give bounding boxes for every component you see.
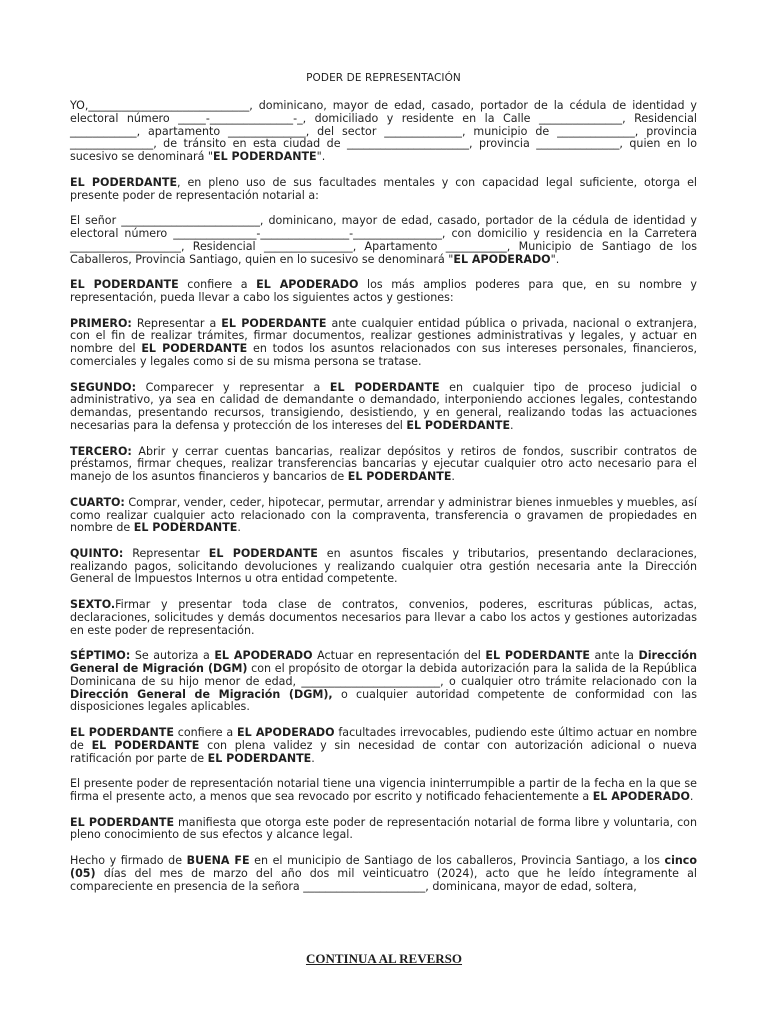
text-run: , en pleno uso de sus facultades mentales y con capacidad legal suficiente, otorga el presente poder de representación notarial a: — [70, 175, 698, 202]
text-run: Comparecer y representar a — [136, 380, 330, 394]
bold-text-run: EL APODERADO — [453, 252, 551, 266]
document-paragraph — [70, 382, 697, 433]
bold-text-run: EL PODERDANTE — [91, 738, 200, 752]
bold-text-run: EL PODERDANTE — [70, 278, 179, 292]
document-title: PODER DE REPRESENTACIÓN — [306, 72, 461, 84]
bold-text-run: TERCERO: — [70, 444, 132, 458]
text-run: . — [237, 521, 241, 535]
text-run: en el municipio de Santiago de los caballeros, Provincia Santiago, a los — [249, 854, 665, 868]
text-run: . — [451, 470, 455, 484]
text-run: Actuar en representación del — [312, 649, 486, 663]
text-run: Representar — [123, 546, 209, 560]
bold-text-run: PRIMERO: — [70, 316, 132, 330]
document-paragraph — [70, 599, 697, 637]
text-run: confiere a — [173, 726, 238, 740]
bold-text-run: (05) — [70, 866, 96, 880]
document-paragraph — [70, 727, 697, 765]
text-run: ". — [550, 252, 560, 266]
text-run: en asuntos fiscales y tributarios, presentando declaraciones, realizando pagos, solicitando devoluciones y realizando cualquier otra gestión necesaria ante la Dirección General de Impuestos Internos u otra entidad competente. — [70, 546, 697, 586]
text-run: en todos los asuntos relacionados con sus intereses personales, financieros, comerciales y legales como si de su misma persona se tratase. — [70, 342, 697, 368]
text-run: YO,_____________________________, dominicano, mayor de edad, casado, portador de la cédula de identidad y electoral número _____-_______________-_, domiciliado y residente en la Calle _______________, Residencial ____________, apartamento ______________, del sector ______________, municipio de ______________, provincia _______________, de tránsito en esta ciudad de ______________________, provincia _______________, quien en lo sucesivo se denominará " — [70, 99, 697, 164]
bold-text-run: EL PODERDANTE — [329, 380, 440, 394]
document-paragraph — [70, 548, 697, 586]
document-paragraph — [70, 177, 697, 203]
text-run: Comprar, vender, ceder, hipotecar, permutar, arrendar y administrar bienes inmuebles y muebles, así como realizar cualquier acto relacionado con la compraventa, transferencia o gravamen de propiedades en nombre de — [70, 495, 697, 535]
text-run: con plena validez y sin necesidad de contar con autorización adicional o nueva ratificación por parte de — [70, 738, 697, 765]
bold-text-run: EL PODERDANTE — [70, 726, 174, 740]
document-paragraph — [70, 100, 697, 164]
bold-text-run: EL APODERADO — [256, 278, 359, 292]
text-run: El señor _________________________, dominicano, mayor de edad, casado, portador de la cédula de identidad y electoral número _______________-________________-________________, con domicilio y residencia en la Carretera ____________________, Residencial ________________, Apartamento ___________, Municipio de Santiago de los Caballeros, Provincia Santiago, quien en lo sucesivo se denominará " — [70, 214, 697, 266]
text-run: manifiesta que otorga este poder de representación notarial de forma libre y voluntaria, con pleno conocimiento de sus efectos y alcance legal. — [70, 815, 697, 842]
text-run: ante la — [590, 649, 639, 663]
bold-text-run: SEGUNDO: — [70, 380, 137, 394]
document-paragraph — [70, 215, 697, 266]
bold-text-run: BUENA FE — [186, 854, 250, 868]
text-run: los más amplios poderes para que, en su nombre y representación, pueda llevar a cabo los siguientes actos y gestiones: — [70, 278, 697, 304]
bold-text-run: EL PODERDANTE — [207, 751, 312, 765]
bold-text-run: EL PODERDANTE — [208, 546, 318, 560]
text-run: ". — [316, 150, 326, 164]
bold-text-run: SÉPTIMO: — [70, 649, 131, 663]
document-paragraph — [70, 817, 697, 843]
text-run: en cualquier tipo de proceso judicial o administrativo, ya sea en calidad de demandante o demandado, interponiendo acciones legales, contestando demandas, presentando recursos, transigiendo, desistiendo, y en general, realizando todas las actuaciones necesarias para la defensa y protección de los intereses del — [70, 380, 698, 432]
bold-text-run: EL PODERDANTE — [70, 815, 175, 829]
text-run: ante cualquier entidad pública o privada, nacional o extranjera, con el fin de realizar trámites, firmar documentos, realizar gestiones administrativas y legales, y actuar en nombre del — [70, 316, 697, 356]
text-run: con el propósito de otorgar la debida autorización para la salida de la República Dominicana de su hijo menor de edad, _________________________, o cualquier otro trámite relacionado con la — [70, 662, 698, 688]
text-run: o cualquier autoridad competente de conformidad con las disposiciones legales aplicables. — [70, 687, 697, 714]
document-paragraph — [70, 497, 697, 535]
text-run: Representar a — [131, 316, 222, 330]
document-paragraph — [70, 650, 697, 714]
document-paragraph — [70, 279, 697, 305]
bold-text-run: EL PODERDANTE — [133, 521, 238, 535]
text-run: Firmar y presentar toda clase de contratos, convenios, poderes, escrituras públicas, actas, declaraciones, solicitudes y demás documentos necesarios para llevar a cabo los actos y gestiones autorizadas en este poder de representación. — [70, 598, 697, 637]
document-body — [70, 100, 697, 893]
text-run: . — [311, 751, 315, 765]
bold-text-run: Dirección General de Migración (DGM) — [70, 649, 697, 676]
bold-text-run: EL APODERADO — [214, 649, 313, 663]
document-paragraph — [70, 855, 697, 893]
bold-text-run: EL APODERADO — [237, 726, 335, 740]
bold-text-run: EL APODERADO — [592, 790, 690, 804]
bold-text-run: EL PODERDANTE — [221, 316, 327, 330]
continue-on-reverse-note: CONTINUA AL REVERSO — [305, 951, 463, 966]
bold-text-run: Dirección General de Migración (DGM), — [70, 687, 333, 701]
text-run: Se autoriza a — [130, 649, 215, 663]
bold-text-run: SEXTO. — [70, 598, 116, 612]
text-run: . — [510, 418, 514, 432]
document-paragraph — [70, 446, 697, 484]
document-paragraph — [70, 778, 697, 804]
bold-text-run: EL PODERDANTE — [213, 150, 317, 164]
bold-text-run: EL PODERDANTE — [485, 649, 591, 663]
text-run: Abrir y cerrar cuentas bancarias, realizar depósitos y retiros de fondos, suscribir contratos de préstamos, firmar cheques, realizar transferencias bancarias y ejecutar cualquier otro acto necesario para el manejo de los asuntos financieros y bancarios de — [70, 444, 697, 484]
text-run: Hecho y firmado de — [70, 854, 187, 868]
bold-text-run: QUINTO: — [70, 546, 124, 560]
bold-text-run: EL PODERDANTE — [347, 470, 452, 484]
text-run: facultades irrevocables, pudiendo este último actuar en nombre de — [70, 726, 698, 752]
bold-text-run: cinco — [664, 854, 697, 868]
bold-text-run: CUARTO: — [70, 495, 125, 509]
document-paragraph — [70, 318, 697, 369]
bold-text-run: EL PODERDANTE — [70, 175, 178, 189]
bold-text-run: EL PODERDANTE — [141, 342, 248, 356]
text-run: El presente poder de representación notarial tiene una vigencia ininterrumpible a partir de la fecha en la que se firma el presente acto, a menos que sea revocado por escrito y notificado fehacientemente a — [70, 777, 697, 804]
text-run: días del mes de marzo del año dos mil veinticuatro (2024), acto que he leído íntegramente al compareciente en presencia de la señora ______________________, dominicana, mayor de edad, soltera, — [70, 866, 697, 893]
text-run: confiere a — [178, 278, 257, 292]
bold-text-run: EL PODERDANTE — [406, 418, 511, 432]
text-run: . — [689, 790, 694, 804]
